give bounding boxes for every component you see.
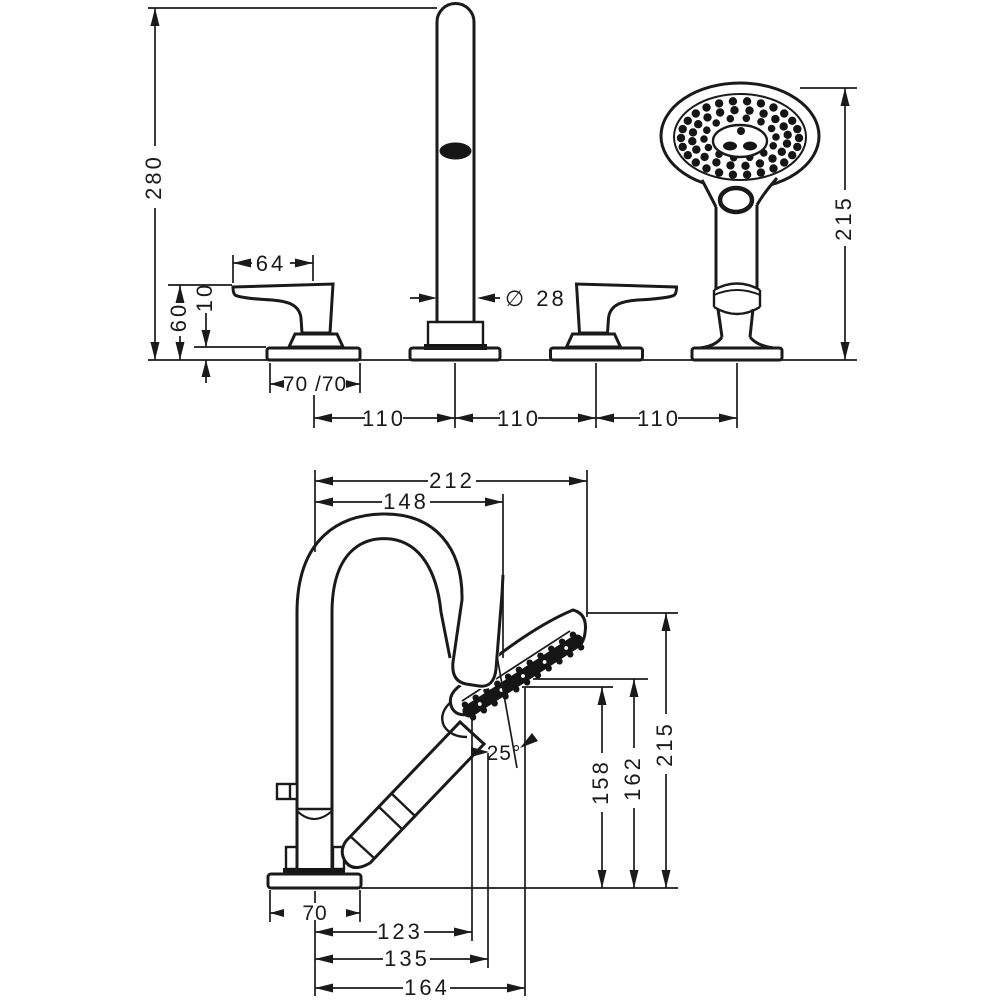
dim-label-spacing-2: 110 <box>496 406 542 431</box>
dim-label-handshower-angle: 25° <box>486 742 522 765</box>
dim-label-rosette-height: 10 <box>192 281 217 313</box>
handshower-front <box>661 83 819 360</box>
spout-front <box>410 4 500 361</box>
dim-label-height-b: 162 <box>620 755 645 801</box>
dim-label-reach-c: 164 <box>404 975 450 1000</box>
dim-label-reach-a: 123 <box>377 919 423 944</box>
dim-label-handle-length: 64 <box>255 251 287 276</box>
dim-label-handshower-height: 215 <box>831 195 856 241</box>
dim-label-spout-reach: 148 <box>383 489 429 514</box>
dim-label-spacing-3: 110 <box>636 406 682 431</box>
front-elevation-view <box>141 4 857 432</box>
handshower-grip-side <box>342 722 484 868</box>
dim-label-spacing-1: 110 <box>361 406 407 431</box>
dim-label-rosette-width-pair: 70 /70 <box>282 373 348 396</box>
dim-label-height-a: 158 <box>588 759 613 805</box>
hang-hole <box>720 188 752 212</box>
side-elevation-view <box>268 468 678 1000</box>
dim-label-handle-height: 60 <box>166 301 191 333</box>
spout-outlet-slot <box>440 143 472 160</box>
handle-right-front <box>551 284 677 360</box>
dim-label-rosette-width: 70 <box>302 902 328 925</box>
dim-label-spout-height: 280 <box>141 154 166 200</box>
diverter-knob <box>277 784 297 799</box>
handle-left-front <box>233 284 360 360</box>
dim-label-spout-diameter: ∅ 28 <box>505 286 567 311</box>
dim-label-reach-b: 135 <box>384 946 430 971</box>
dim-label-total-reach: 212 <box>429 468 475 493</box>
dim-label-height-c: 215 <box>652 721 677 767</box>
